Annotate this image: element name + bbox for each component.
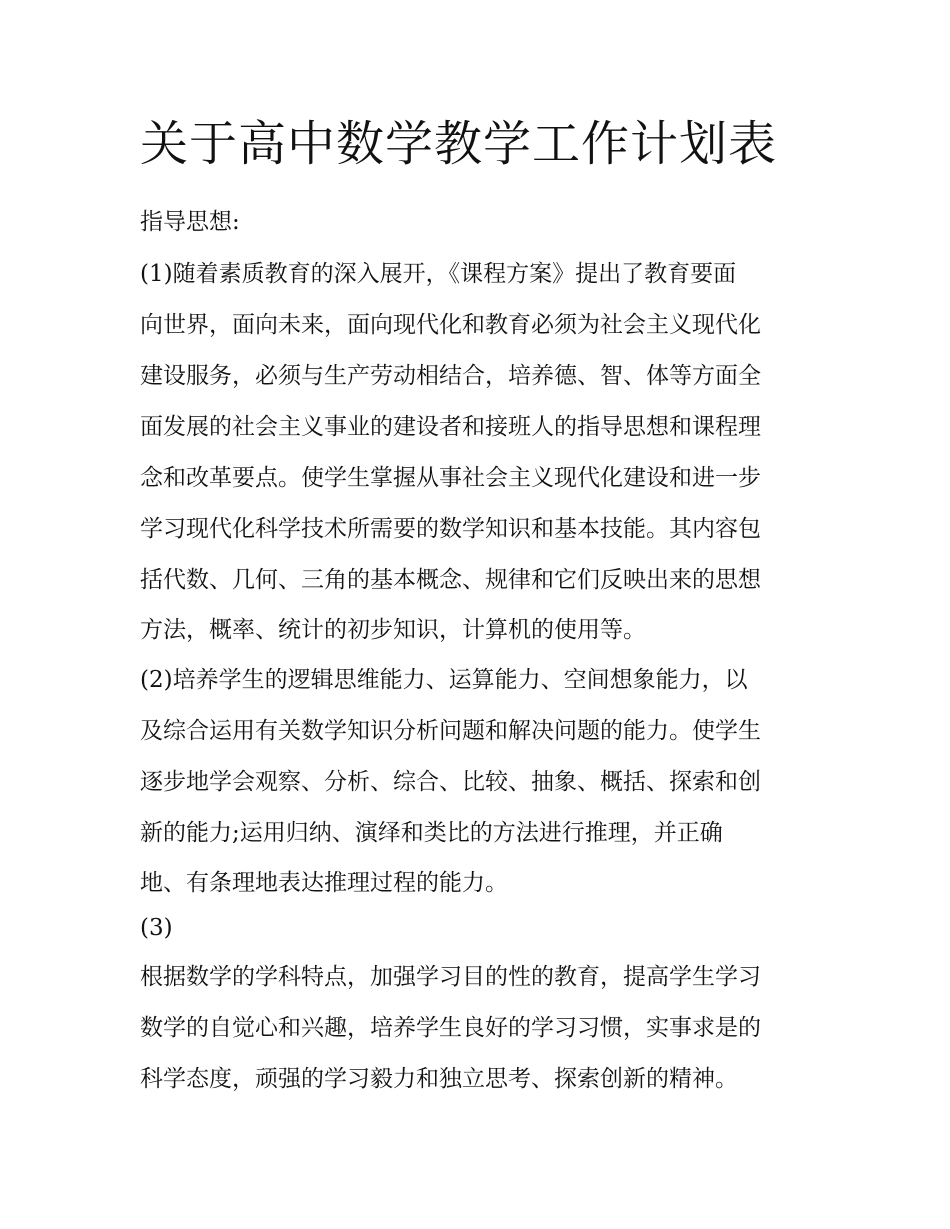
paragraph-line: 数学的自觉心和兴趣，培养学生良好的学习习惯，实事求是的: [140, 1015, 761, 1041]
paragraph-line: 新的能力;运用归纳、演绎和类比的方法进行推理，并正确: [140, 820, 723, 846]
paragraph-line: 学习现代化科学技术所需要的数学知识和基本技能。其内容包: [140, 516, 761, 542]
paragraph-line: 根据数学的学科特点，加强学习目的性的教育，提高学生学习: [140, 964, 761, 990]
section-heading: 指导思想:: [140, 209, 240, 235]
paragraph-line: 面发展的社会主义事业的建设者和接班人的指导思想和课程理: [140, 414, 761, 440]
document-title: 关于高中数学教学工作计划表: [140, 116, 778, 172]
paragraph-line: 方法，概率、统计的初步知识，计算机的使用等。: [140, 617, 646, 643]
paragraph-line: 向世界，面向未来，面向现代化和教育必须为社会主义现代化: [140, 312, 761, 338]
paragraph-line: (1)随着素质教育的深入展开，《课程方案》提出了教育要面: [140, 261, 737, 287]
paragraph-line: 念和改革要点。使学生掌握从事社会主义现代化建设和进一步: [140, 465, 761, 491]
paragraph-line: 地、有条理地表达推理过程的能力。: [140, 870, 508, 896]
paragraph-line: (3): [140, 915, 173, 941]
paragraph-line: (2)培养学生的逻辑思维能力、运算能力、空间想象能力，以: [140, 667, 748, 693]
paragraph-line: 逐步地学会观察、分析、综合、比较、抽象、概括、探索和创: [140, 769, 761, 795]
paragraph-line: 括代数、几何、三角的基本概念、规律和它们反映出来的思想: [140, 567, 761, 593]
paragraph-line: 科学态度，顽强的学习毅力和独立思考、探索创新的精神。: [140, 1066, 738, 1092]
paragraph-line: 建设服务，必须与生产劳动相结合，培养德、智、体等方面全: [140, 363, 761, 389]
paragraph-line: 及综合运用有关数学知识分析问题和解决问题的能力。使学生: [140, 718, 761, 744]
